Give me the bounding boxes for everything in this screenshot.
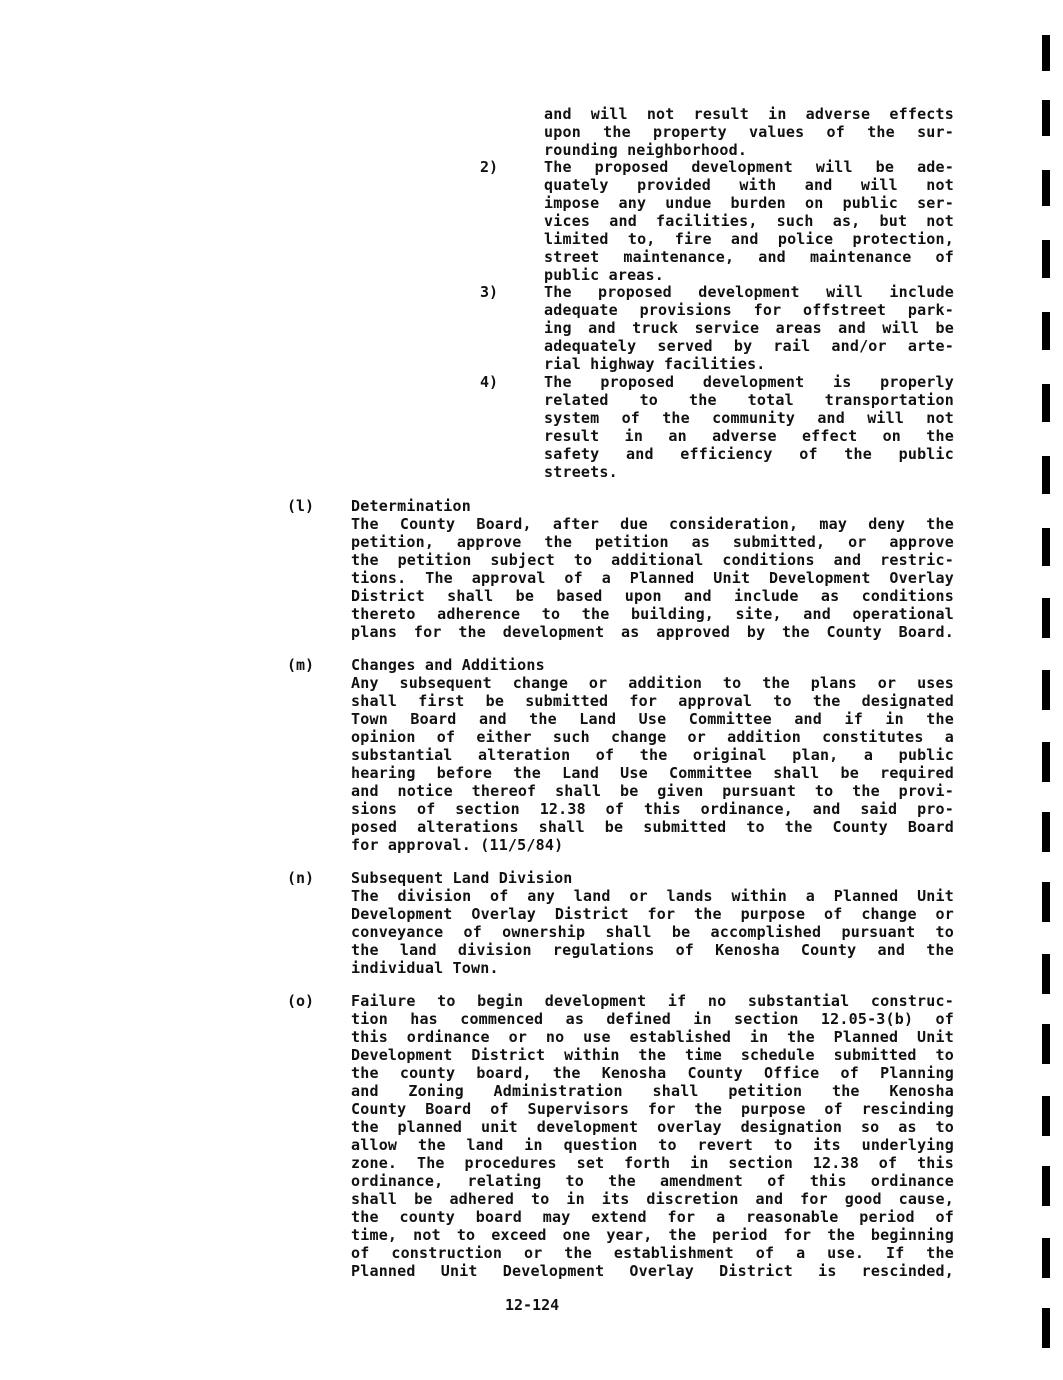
- text-line: Planned Unit Development Overlay District is rescinded,: [351, 1262, 954, 1280]
- edge-mark: [1042, 670, 1050, 710]
- text-line: streets.: [544, 463, 618, 481]
- text-line: tion has commenced as defined in section 12.05-3(b) of: [351, 1010, 954, 1028]
- edge-mark: [1042, 312, 1050, 350]
- text-line: limited to, fire and police protection,: [544, 230, 954, 248]
- text-line: Development District within the time schedule submitted to: [351, 1046, 954, 1064]
- text-line: shall be adhered to in its discretion and for good cause,: [351, 1190, 954, 1208]
- edge-mark: [1042, 742, 1050, 782]
- text-line: Town Board and the Land Use Committee and if in the: [351, 710, 954, 728]
- section-heading: Subsequent Land Division: [351, 869, 573, 887]
- text-line: hearing before the Land Use Committee shall be required: [351, 764, 954, 782]
- item-label: 2): [480, 158, 499, 176]
- text-line: impose any undue burden on public ser-: [544, 194, 954, 212]
- text-line: shall first be submitted for approval to the designated: [351, 692, 954, 710]
- edge-mark: [1042, 598, 1050, 638]
- text-line: and Zoning Administration shall petition the Kenosha: [351, 1082, 954, 1100]
- text-line: vices and facilities, such as, but not: [544, 212, 954, 230]
- section-heading: Changes and Additions: [351, 656, 545, 674]
- text-line: the land division regulations of Kenosha County and the: [351, 941, 954, 959]
- text-line: quately provided with and will not: [544, 176, 954, 194]
- section-label: (m): [287, 656, 315, 674]
- text-line: thereto adherence to the building, site, and operational: [351, 605, 954, 623]
- text-line: related to the total transportation: [544, 391, 954, 409]
- text-line: opinion of either such change or addition constitutes a: [351, 728, 954, 746]
- text-line: public areas.: [544, 266, 664, 284]
- edge-mark: [1042, 35, 1050, 71]
- text-line: plans for the development as approved by the County Board.: [351, 623, 954, 641]
- text-line: ordinance, relating to the amendment of this ordinance: [351, 1172, 954, 1190]
- edge-mark: [1042, 384, 1050, 422]
- text-line: sions of section 12.38 of this ordinance, and said pro-: [351, 800, 954, 818]
- edge-mark: [1042, 240, 1050, 278]
- text-line: result in an adverse effect on the: [544, 427, 954, 445]
- edge-mark: [1042, 170, 1050, 206]
- text-line: time, not to exceed one year, the period for the beginning: [351, 1226, 954, 1244]
- text-line: street maintenance, and maintenance of: [544, 248, 954, 266]
- section-label: (n): [287, 869, 315, 887]
- text-line: the planned unit development overlay designation so as to: [351, 1118, 954, 1136]
- text-line: this ordinance or no use established in the Planned Unit: [351, 1028, 954, 1046]
- text-line: The proposed development is properly: [544, 373, 954, 391]
- section-label: (l): [287, 497, 315, 515]
- edge-mark: [1042, 456, 1050, 494]
- text-line: the petition subject to additional conditions and restric-: [351, 551, 954, 569]
- text-line: substantial alteration of the original plan, a public: [351, 746, 954, 764]
- text-line: The proposed development will include: [544, 283, 954, 301]
- text-line: rial highway facilities.: [544, 355, 766, 373]
- page-number: 12-124: [505, 1296, 560, 1314]
- text-line: tions. The approval of a Planned Unit Development Overlay: [351, 569, 954, 587]
- edge-mark: [1042, 1308, 1050, 1348]
- text-line: Failure to begin development if no substantial construc-: [351, 992, 954, 1010]
- section-heading: Determination: [351, 497, 471, 515]
- section-label: (o): [287, 992, 315, 1010]
- text-line: system of the community and will not: [544, 409, 954, 427]
- text-line: ing and truck service areas and will be: [544, 319, 954, 337]
- text-line: individual Town.: [351, 959, 499, 977]
- text-line: zone. The procedures set forth in section 12.38 of this: [351, 1154, 954, 1172]
- text-line: Any subsequent change or addition to the plans or uses: [351, 674, 954, 692]
- edge-mark: [1042, 1166, 1050, 1206]
- text-line: allow the land in question to revert to its underlying: [351, 1136, 954, 1154]
- edge-mark: [1042, 812, 1050, 852]
- edge-mark: [1042, 528, 1050, 566]
- text-line: County Board of Supervisors for the purpose of rescinding: [351, 1100, 954, 1118]
- text-line: safety and efficiency of the public: [544, 445, 954, 463]
- edge-mark: [1042, 1238, 1050, 1278]
- item-label: 3): [480, 283, 499, 301]
- text-line: Development Overlay District for the purpose of change or: [351, 905, 954, 923]
- text-line: of construction or the establishment of a use. If the: [351, 1244, 954, 1262]
- text-line: District shall be based upon and include as conditions: [351, 587, 954, 605]
- text-line: adequate provisions for offstreet park-: [544, 301, 954, 319]
- edge-mark: [1042, 1096, 1050, 1136]
- text-line: adequately served by rail and/or arte-: [544, 337, 954, 355]
- edge-mark: [1042, 1024, 1050, 1064]
- text-line: and notice thereof shall be given pursuant to the provi-: [351, 782, 954, 800]
- text-line: The County Board, after due consideration, may deny the: [351, 515, 954, 533]
- text-line: for approval. (11/5/84): [351, 836, 564, 854]
- text-line: posed alterations shall be submitted to the County Board: [351, 818, 954, 836]
- text-line: the county board, the Kenosha County Office of Planning: [351, 1064, 954, 1082]
- edge-mark: [1042, 882, 1050, 922]
- text-line: petition, approve the petition as submitted, or approve: [351, 533, 954, 551]
- text-line: rounding neighborhood.: [544, 141, 748, 159]
- edge-mark: [1042, 100, 1050, 136]
- text-line: upon the property values of the sur-: [544, 123, 954, 141]
- item-label: 4): [480, 373, 499, 391]
- text-line: and will not result in adverse effects: [544, 105, 954, 123]
- text-line: The proposed development will be ade-: [544, 158, 954, 176]
- text-line: the county board may extend for a reasonable period of: [351, 1208, 954, 1226]
- text-line: conveyance of ownership shall be accomplished pursuant to: [351, 923, 954, 941]
- text-line: The division of any land or lands within a Planned Unit: [351, 887, 954, 905]
- edge-mark: [1042, 954, 1050, 994]
